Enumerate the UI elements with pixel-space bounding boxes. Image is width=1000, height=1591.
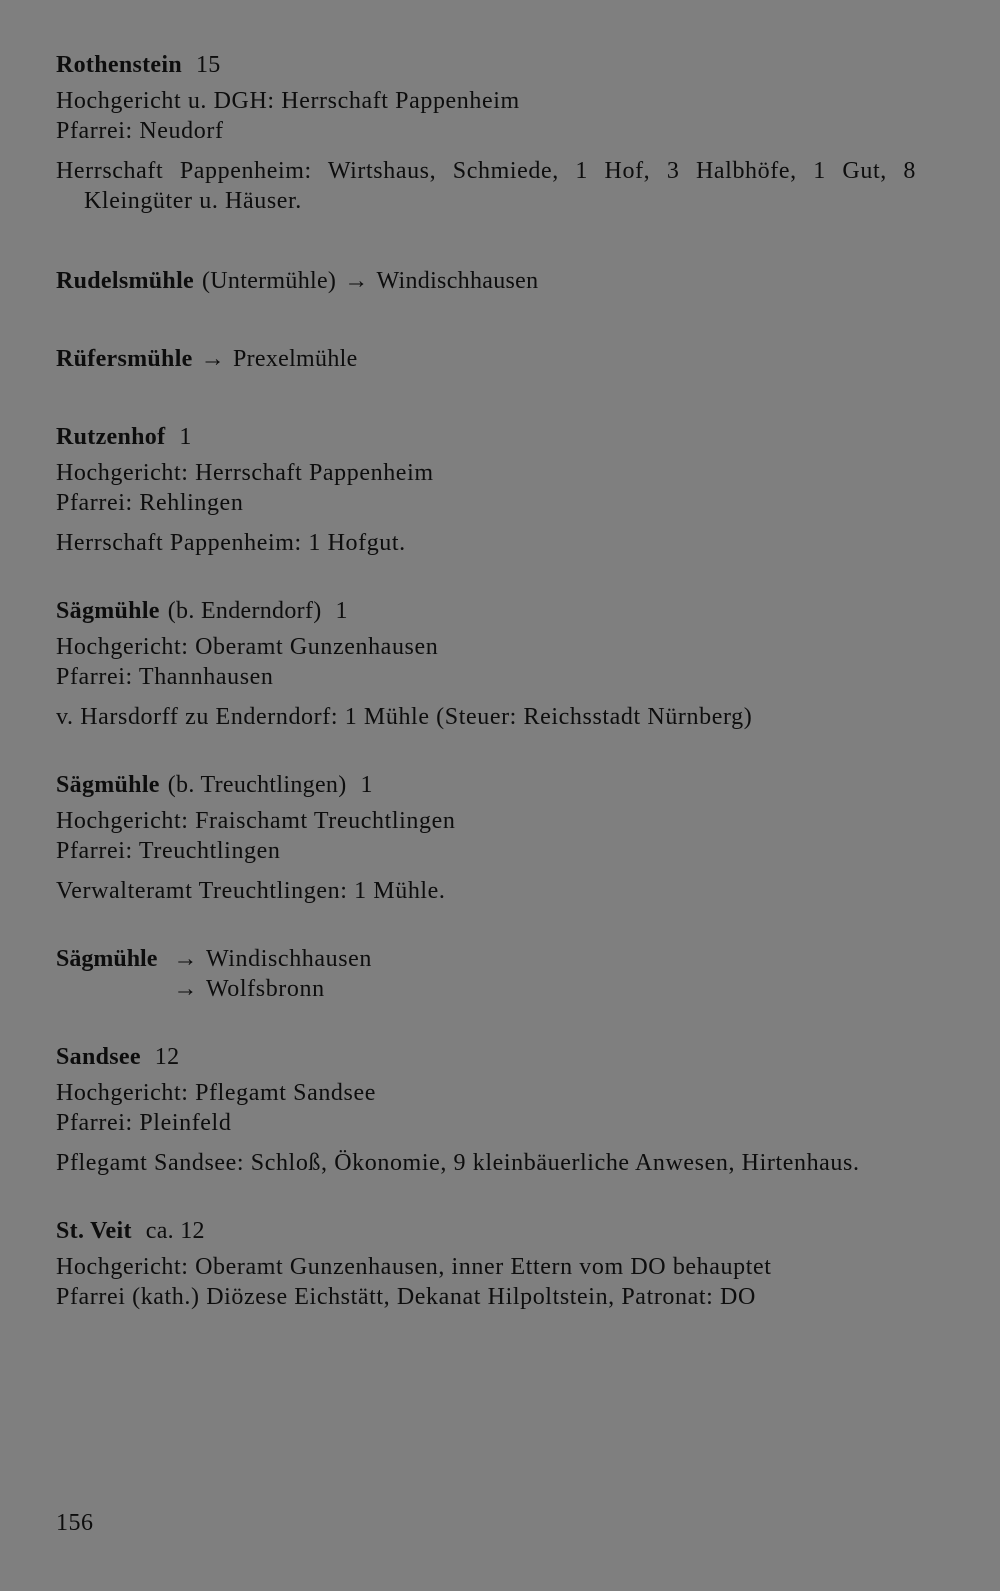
entry-heading: [56, 422, 916, 452]
entry-reference-target: Windischhausen: [376, 268, 539, 294]
entry-count: 1: [360, 772, 373, 798]
entry-saegmuehle-references: [56, 944, 916, 1004]
entry-saegmuehle-treuchtlingen: [56, 770, 916, 906]
entry-rutzenhof: [56, 422, 916, 558]
entry-heading: [56, 596, 916, 626]
entry-heading: [56, 344, 916, 374]
entry-count: 1: [335, 598, 348, 624]
entry-saegmuehle-enderndorf: [56, 596, 916, 732]
entry-name: Rüfersmühle: [56, 346, 193, 372]
entry-sandsee: [56, 1042, 916, 1178]
entry-qualifier: (Untermühle): [202, 268, 337, 294]
arrow-icon: →: [173, 976, 198, 1002]
entry-count: ca. 12: [145, 1218, 205, 1244]
entry-count: 15: [195, 52, 221, 78]
entry-pfarrei: Pfarrei: Pleinfeld: [56, 1110, 232, 1136]
entry-name: Sandsee: [56, 1044, 141, 1070]
entry-besitz: Herrschaft Pappenheim: Wirtshaus, Schmiede, 1 Hof, 3 Halbhöfe, 1 Gut, 8 Kleingüter u. Häuser.: [56, 158, 916, 214]
entry-reference-target: Wolfsbronn: [205, 976, 325, 1002]
entry-heading: [56, 1042, 916, 1072]
entry-name: Sägmühle: [56, 946, 158, 972]
reference-row: [56, 944, 916, 1004]
page-number: 156: [56, 1510, 94, 1536]
entry-pfarrei: Pfarrei: Thannhausen: [56, 664, 274, 690]
entry-qualifier: (b. Enderndorf): [167, 598, 322, 624]
entry-hochgericht: Hochgericht u. DGH: Herrschaft Pappenheim: [56, 88, 520, 114]
entry-hochgericht: Hochgericht: Oberamt Gunzenhausen, inner Ettern vom DO behauptet: [56, 1254, 772, 1280]
entry-hochgericht: Hochgericht: Oberamt Gunzenhausen: [56, 634, 439, 660]
entry-hochgericht: Hochgericht: Fraischamt Treuchtlingen: [56, 808, 456, 834]
entry-rudelsmuehle: [56, 266, 916, 296]
entry-hochgericht: Hochgericht: Herrschaft Pappenheim: [56, 460, 434, 486]
entry-count: 1: [179, 424, 192, 450]
entry-hochgericht: Hochgericht: Pflegamt Sandsee: [56, 1080, 376, 1106]
entry-besitz: Pflegamt Sandsee: Schloß, Ökonomie, 9 kleinbäuerliche Anwesen, Hirtenhaus.: [56, 1150, 860, 1176]
page-body: [56, 50, 916, 1350]
reference-list: [169, 944, 372, 1004]
arrow-icon: →: [344, 268, 369, 294]
entry-heading: [56, 1216, 916, 1246]
entry-qualifier: (b. Treuchtlingen): [167, 772, 347, 798]
entry-heading: [56, 50, 916, 80]
entry-name: Rothenstein: [56, 52, 182, 78]
reference-item: [169, 944, 372, 974]
arrow-icon: →: [200, 346, 225, 372]
entry-heading: [56, 266, 916, 296]
entry-pfarrei: Pfarrei (kath.) Diözese Eichstätt, Dekanat Hilpoltstein, Patronat: DO: [56, 1284, 756, 1310]
entry-rothenstein: [56, 50, 916, 216]
entry-ruefersmuehle: [56, 344, 916, 374]
entry-name: Rudelsmühle: [56, 268, 194, 294]
entry-pfarrei: Pfarrei: Neudorf: [56, 118, 224, 144]
entry-st-veit: [56, 1216, 916, 1312]
entry-name: St. Veit: [56, 1218, 132, 1244]
entry-besitz: v. Harsdorff zu Enderndorf: 1 Mühle (Steuer: Reichsstadt Nürnberg): [56, 704, 753, 730]
entry-heading: [56, 770, 916, 800]
entry-besitz: Verwalteramt Treuchtlingen: 1 Mühle.: [56, 878, 446, 904]
entry-besitz: Herrschaft Pappenheim: 1 Hofgut.: [56, 530, 406, 556]
entry-pfarrei: Pfarrei: Rehlingen: [56, 490, 244, 516]
arrow-icon: →: [173, 946, 198, 972]
entry-name: Sägmühle: [56, 598, 160, 624]
entry-reference-target: Prexelmühle: [232, 346, 358, 372]
entry-count: 12: [154, 1044, 180, 1070]
reference-item: [169, 974, 372, 1004]
entry-pfarrei: Pfarrei: Treuchtlingen: [56, 838, 281, 864]
entry-name: Rutzenhof: [56, 424, 166, 450]
entry-reference-target: Windischhausen: [205, 946, 373, 972]
entry-name: Sägmühle: [56, 772, 160, 798]
